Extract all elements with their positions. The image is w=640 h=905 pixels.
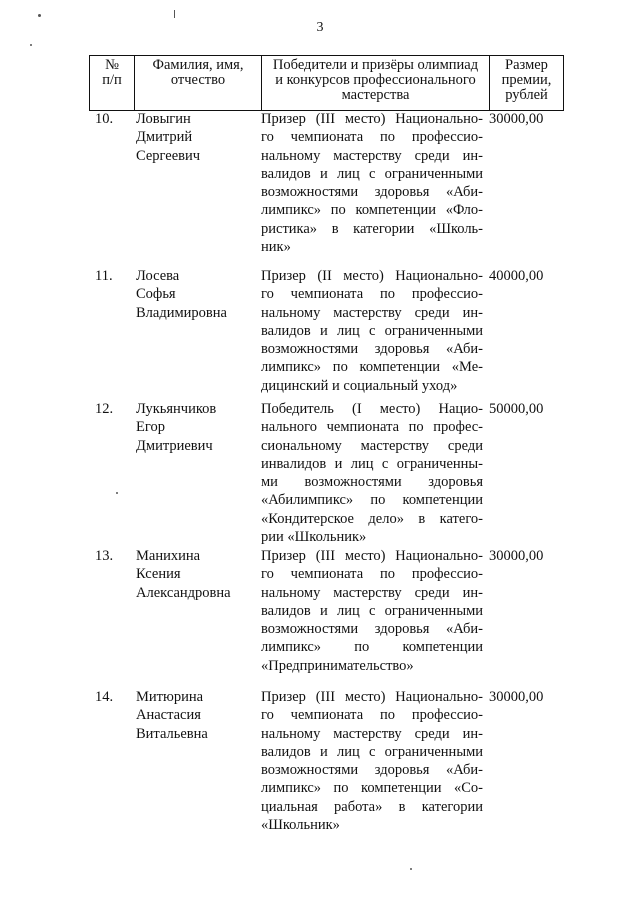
description-line: валидов и лиц с ограниченными: [261, 602, 483, 619]
row-number: 14.: [95, 689, 114, 705]
row-description: [261, 267, 483, 395]
description-line: Призер (III место) Национально-: [261, 111, 483, 127]
description-line: «Кондитерское дело» в катего-: [261, 510, 483, 527]
row-number: 11.: [95, 268, 113, 284]
row-prize: 30000,00: [489, 689, 544, 705]
row-name: Ловыгин Дмитрий Сергеевич: [136, 111, 201, 164]
description-line: го чемпионата по профессио-: [261, 707, 483, 724]
description-line: лимпикс» по компетенции: [261, 639, 483, 656]
description-line: нальному мастерству среди ин-: [261, 725, 483, 742]
row-prize: 50000,00: [489, 401, 544, 417]
description-line: го чемпионата по профессио-: [261, 566, 483, 583]
description-line: го чемпионата по профессио-: [261, 129, 483, 146]
row-number: 13.: [95, 548, 114, 564]
header-prize: Размер премии, рублей: [490, 56, 564, 111]
description-line: Призер (II место) Национально-: [261, 268, 483, 284]
description-line: возможностями здоровья «Аби-: [261, 762, 483, 779]
description-line: валидов и лиц с ограниченными: [261, 743, 483, 760]
description-line: циальная работа» в категории: [261, 798, 483, 815]
row-name: Лосева Софья Владимировна: [136, 268, 227, 321]
description-line: возможностями здоровья «Аби-: [261, 621, 483, 638]
description-line: лимпикс» по компетенции «Фло-: [261, 202, 483, 219]
page-number: 3: [316, 20, 324, 35]
row-prize: 40000,00: [489, 268, 544, 284]
description-line: «Предпринимательство»: [261, 657, 414, 674]
row-description: [261, 400, 483, 546]
description-line: валидов и лиц с ограниченными: [261, 322, 483, 339]
description-line: го чемпионата по профессио-: [261, 286, 483, 303]
row-name: Лукьянчиков Егор Дмитриевич: [136, 401, 217, 454]
description-line: лимпикс» по компетенции «Со-: [261, 780, 483, 797]
scan-speck: [174, 10, 175, 18]
scan-speck: [116, 492, 118, 494]
row-description: [261, 688, 483, 834]
row-prize: 30000,00: [489, 548, 544, 564]
description-line: ми возможностями здоровья: [261, 474, 483, 491]
description-line: валидов и лиц с ограниченными: [261, 165, 483, 182]
description-line: нальному мастерству среди ин-: [261, 584, 483, 601]
scan-speck: [30, 44, 32, 46]
row-prize: 30000,00: [489, 111, 544, 127]
description-line: ник»: [261, 239, 291, 256]
row-name: Митюрина Анастасия Витальевна: [136, 689, 208, 742]
row-number: 10.: [95, 111, 114, 127]
scan-speck: [410, 868, 412, 870]
description-line: нальному мастерству среди ин-: [261, 147, 483, 164]
description-line: дицинский и социальный уход»: [261, 377, 458, 394]
description-line: рии «Школьник»: [261, 529, 367, 546]
description-line: нальному мастерству среди ин-: [261, 304, 483, 321]
description-line: Призер (III место) Национально-: [261, 548, 483, 564]
description-line: ристика» в категории «Школь-: [261, 220, 483, 237]
description-line: сиональному мастерству среди: [261, 437, 483, 454]
description-line: лимпикс» по компетенции «Ме-: [261, 359, 483, 376]
description-line: Призер (III место) Национально-: [261, 689, 483, 705]
header-desc: Победители и призёры олимпиад и конкурсов профессионального мастерства: [262, 56, 490, 111]
description-line: возможностями здоровья «Аби-: [261, 184, 483, 201]
scan-speck: [38, 14, 41, 17]
description-line: «Школьник»: [261, 817, 340, 834]
row-name: Манихина Ксения Александровна: [136, 548, 231, 601]
description-line: нального чемпионата по профес-: [261, 419, 483, 436]
description-line: «Абилимпикс» по компетенции: [261, 492, 483, 509]
row-description: [261, 547, 483, 675]
description-line: возможностями здоровья «Аби-: [261, 341, 483, 358]
header-num: № п/п: [90, 56, 135, 111]
header-name: Фамилия, имя, отчество: [135, 56, 262, 111]
table-header: [89, 55, 564, 111]
row-number: 12.: [95, 401, 114, 417]
row-description: [261, 110, 483, 256]
description-line: инвалидов и лиц с ограниченны-: [261, 455, 483, 472]
description-line: Победитель (I место) Нацио-: [261, 401, 483, 417]
